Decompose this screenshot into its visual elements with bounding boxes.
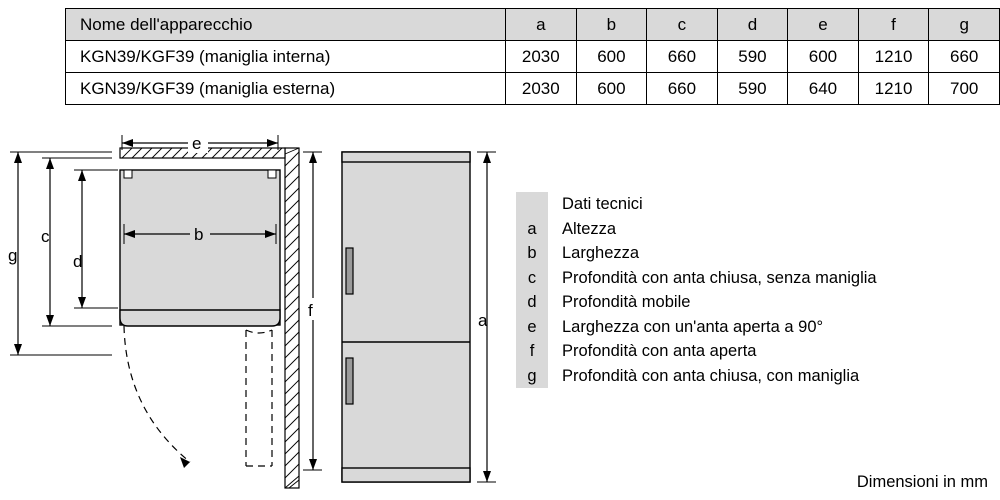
table-cell-name: KGN39/KGF39 (maniglia esterna): [66, 73, 506, 105]
legend-label-a: Altezza: [562, 219, 617, 238]
appliance-dimensions-table: [65, 8, 1000, 105]
legend-item-b: [516, 241, 986, 266]
appliance-technical-drawing: [0, 130, 520, 500]
table-header-row: [66, 9, 1000, 41]
legend-key-b: b: [516, 241, 548, 266]
legend-label-e: Larghezza con un'anta aperta a 90°: [562, 317, 824, 336]
dim-label-b: b: [194, 225, 204, 244]
legend-label-f: Profondità con anta aperta: [562, 342, 757, 360]
table-cell-f: 1210: [858, 73, 929, 105]
legend-item-f: [516, 339, 986, 364]
table-cell-c: 660: [647, 41, 718, 73]
table-cell-f: 1210: [858, 41, 929, 73]
legend-key-c: c: [516, 266, 548, 291]
table-header-e: e: [788, 9, 859, 41]
legend-item-d: [516, 290, 986, 315]
door-swing-arc: [124, 326, 190, 462]
table-cell-name: KGN39/KGF39 (maniglia interna): [66, 41, 506, 73]
table-header-d: d: [717, 9, 788, 41]
dim-label-d: d: [73, 252, 83, 271]
table-cell-a: 2030: [505, 41, 576, 73]
table-cell-g: 700: [929, 73, 1000, 105]
dim-label-e: e: [192, 134, 202, 153]
table-row: [66, 41, 1000, 73]
table-cell-d: 590: [717, 41, 788, 73]
wall-hatch: [285, 148, 299, 488]
table-header-b: b: [576, 9, 647, 41]
dim-label-c: c: [41, 227, 50, 246]
table-header-a: a: [505, 9, 576, 41]
table-row: [66, 73, 1000, 105]
open-door-outline: [246, 330, 272, 466]
table-cell-e: 600: [788, 41, 859, 73]
technical-data-legend: [516, 192, 986, 388]
legend-label-b: Larghezza: [562, 244, 640, 262]
legend-item-c: [516, 266, 986, 291]
legend-item-e: [516, 315, 986, 340]
table-cell-g: 660: [929, 41, 1000, 73]
table-cell-a: 2030: [505, 73, 576, 105]
cabinet-front-view: [342, 152, 470, 482]
table-cell-b: 600: [576, 73, 647, 105]
dim-label-a: a: [478, 311, 488, 330]
table-header-g: g: [929, 9, 1000, 41]
legend-label-g: Profondità con anta chiusa, con maniglia: [562, 366, 860, 385]
table-cell-e: 640: [788, 73, 859, 105]
table-header-name: Nome dell'apparecchio: [66, 9, 506, 41]
legend-title-row: [516, 192, 986, 217]
table-header-f: f: [858, 9, 929, 41]
legend-item-g: [516, 364, 986, 389]
legend-key-e: e: [516, 315, 548, 340]
legend-key-d: d: [516, 290, 548, 315]
units-note: Dimensioni in mm: [856, 473, 988, 491]
fridge-door-handle: [346, 248, 353, 294]
legend-label-c: Profondità con anta chiusa, senza maniglia: [562, 268, 877, 287]
legend-key-g: g: [516, 364, 548, 389]
dim-label-g: g: [8, 246, 18, 265]
legend-key-f: f: [516, 339, 548, 364]
legend-item-a: [516, 217, 986, 242]
freezer-door-handle: [346, 358, 353, 404]
table-cell-c: 660: [647, 73, 718, 105]
dim-label-f: f: [308, 301, 313, 320]
legend-key-blank: [516, 192, 548, 217]
legend-title: Dati tecnici: [562, 195, 643, 213]
legend-key-a: a: [516, 217, 548, 242]
cabinet-top-view: [120, 170, 280, 325]
table-cell-d: 590: [717, 73, 788, 105]
table-header-c: c: [647, 9, 718, 41]
table-cell-b: 600: [576, 41, 647, 73]
legend-label-d: Profondità mobile: [562, 293, 691, 311]
